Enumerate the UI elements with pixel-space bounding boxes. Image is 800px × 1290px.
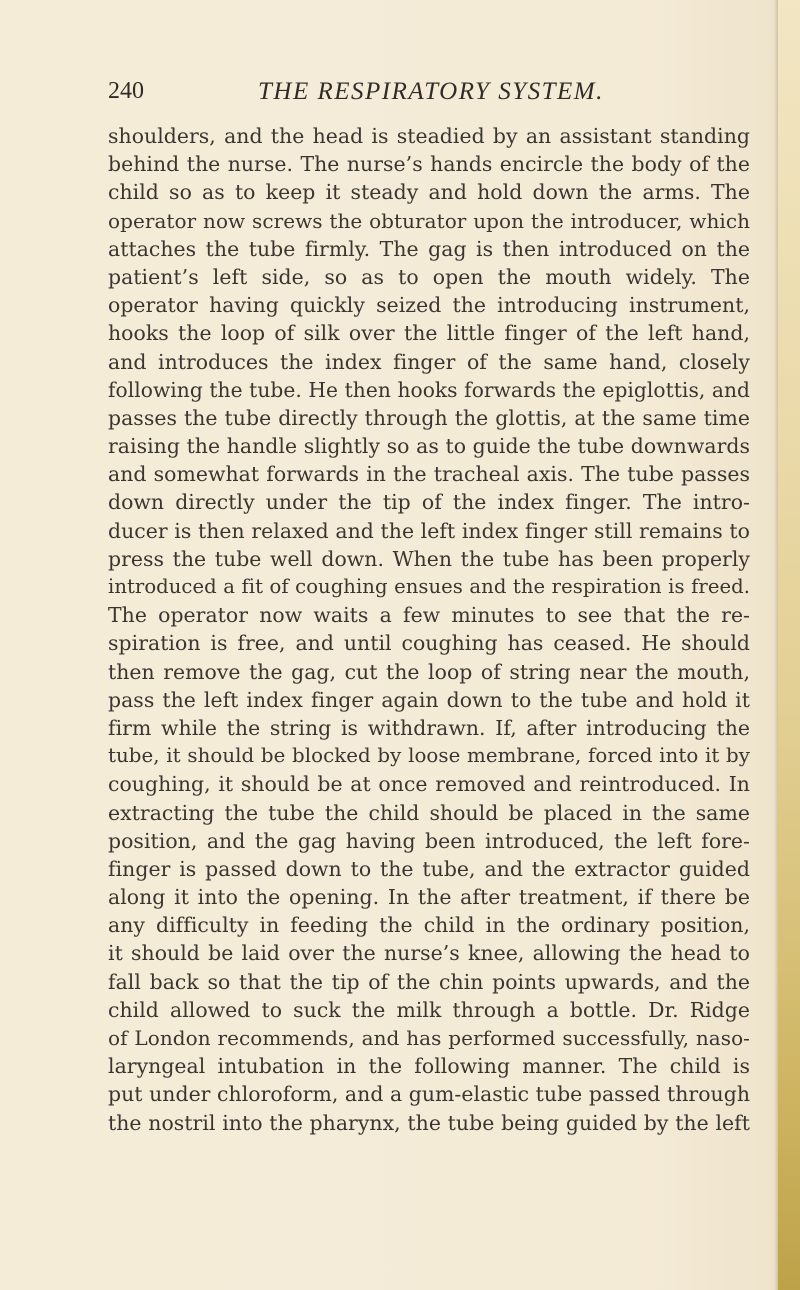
text-line: introduced a fit of coughing ensues and the respiration is freed. (108, 575, 750, 598)
text-line: laryngeal intubation in the following manner. The child is (108, 1054, 750, 1079)
text-line: attaches the tube firmly. The gag is then introduced on the (108, 236, 750, 261)
text-line: put under chloroform, and a gum-elastic tube passed through (108, 1082, 750, 1107)
text-line: and somewhat forwards in the tracheal axis. The tube passes (108, 462, 750, 487)
text-line: passes the tube directly through the glottis, at the same time (108, 405, 750, 430)
text-line: raising the handle slightly so as to guide the tube downwards (108, 434, 750, 459)
text-line: the nostril into the pharynx, the tube being guided by the left (108, 1110, 750, 1135)
text-line: of London recommends, and has performed successfully, naso- (108, 1026, 750, 1050)
page-number: 240 (108, 78, 144, 104)
text-line: shoulders, and the head is steadied by an assistant standing (108, 124, 750, 148)
body-text (108, 122, 750, 1137)
text-line: tube, it should be blocked by loose membrane, forced into it by (108, 744, 750, 768)
text-line: then remove the gag, cut the loop of string near the mouth, (108, 659, 750, 684)
text-line: firm while the string is withdrawn. If, after introducing the (108, 715, 750, 740)
text-line: finger is passed down to the tube, and the extractor guided (108, 856, 750, 881)
text-line: along it into the opening. In the after treatment, if there be (108, 885, 750, 910)
text-line: down directly under the tip of the index finger. The intro- (108, 490, 750, 515)
text-line: fall back so that the tip of the chin points upwards, and the (108, 969, 750, 994)
text-line: coughing, it should be at once removed and reintroduced. In (108, 772, 750, 797)
text-line: and introduces the index finger of the same hand, closely (108, 349, 750, 374)
text-line: ducer is then relaxed and the left index finger still remains to (108, 518, 750, 543)
text-line: pass the left index finger again down to the tube and hold it (108, 687, 750, 712)
text-line: child allowed to suck the milk through a bottle. Dr. Ridge (108, 997, 750, 1022)
text-line: following the tube. He then hooks forwards the epiglottis, and (108, 377, 750, 402)
text-line: child so as to keep it steady and hold down the arms. The (108, 180, 750, 205)
text-line: it should be laid over the nurse’s knee, allowing the head to (108, 941, 750, 966)
text-line: hooks the loop of silk over the little finger of the left hand, (108, 321, 750, 346)
text-line: patient’s left side, so as to open the mouth widely. The (108, 264, 750, 289)
text-line: any difficulty in feeding the child in the ordinary position, (108, 913, 750, 938)
text-line: operator having quickly seized the introducing instrument, (108, 293, 750, 318)
page-header (108, 78, 748, 112)
text-line: operator now screws the obturator upon the introducer, which (108, 208, 750, 233)
text-line: behind the nurse. The nurse’s hands encircle the body of the (108, 152, 750, 177)
text-line: extracting the tube the child should be placed in the same (108, 800, 750, 825)
page-edge (778, 0, 800, 1290)
running-head: THE RESPIRATORY SYSTEM. (258, 78, 604, 105)
text-line: position, and the gag having been introduced, the left fore- (108, 828, 750, 853)
text-line: spiration is free, and until coughing has ceased. He should (108, 631, 750, 656)
text-line: press the tube well down. When the tube has been properly (108, 546, 750, 571)
text-line: The operator now waits a few minutes to see that the re- (108, 603, 750, 628)
